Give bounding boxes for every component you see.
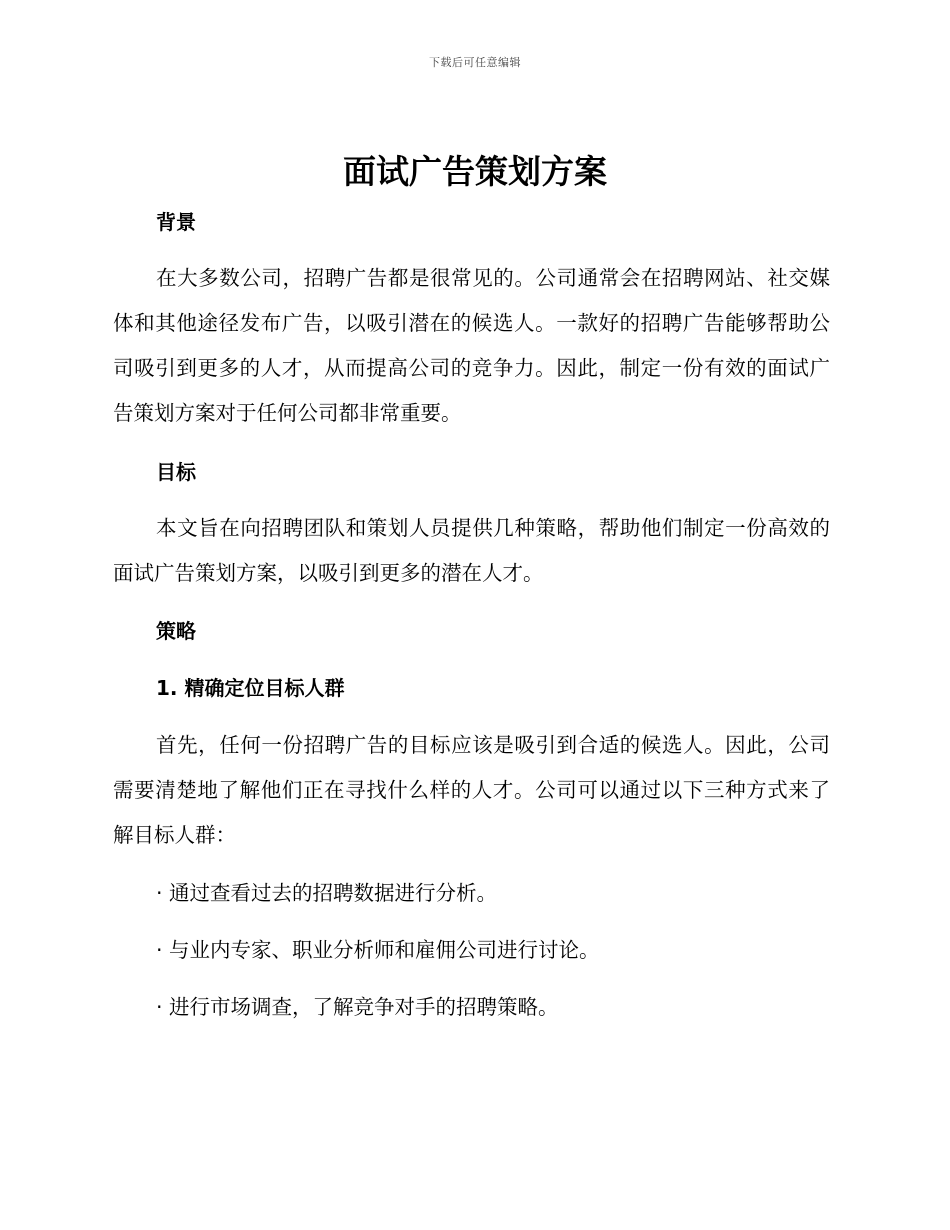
goal-paragraph: 本文旨在向招聘团队和策划人员提供几种策略，帮助他们制定一份高效的面试广告策划方案，以吸引到更多的潜在人才。 [113,516,830,585]
list-item: · 与业内专家、职业分析师和雇佣公司进行讨论。 [156,938,600,962]
page-header-note: 下载后可任意编辑 [429,56,521,69]
target-audience-paragraph: 首先，任何一份招聘广告的目标应该是吸引到合适的候选人。因此，公司需要清楚地了解他们正在寻找什么样的人才。公司可以通过以下三种方式来了解目标人群： [113,733,830,847]
document-title: 面试广告策划方案 [343,152,607,191]
list-item: · 进行市场调查，了解竞争对手的招聘策略。 [156,995,559,1019]
background-paragraph: 在大多数公司，招聘广告都是很常见的。公司通常会在招聘网站、社交媒体和其他途径发布广告，以吸引潜在的候选人。一款好的招聘广告能够帮助公司吸引到更多的人才，从而提高公司的竞争力。因此，制定一份有效的面试广告策划方案对于任何公司都非常重要。 [113,266,830,425]
section-heading-strategy: 策略 [156,619,196,643]
section-heading-goal: 目标 [156,460,196,484]
list-item: · 通过查看过去的招聘数据进行分析。 [156,881,498,905]
section-heading-background: 背景 [156,210,196,234]
subsection-heading-target-audience: 1. 精确定位目标人群 [156,676,345,700]
